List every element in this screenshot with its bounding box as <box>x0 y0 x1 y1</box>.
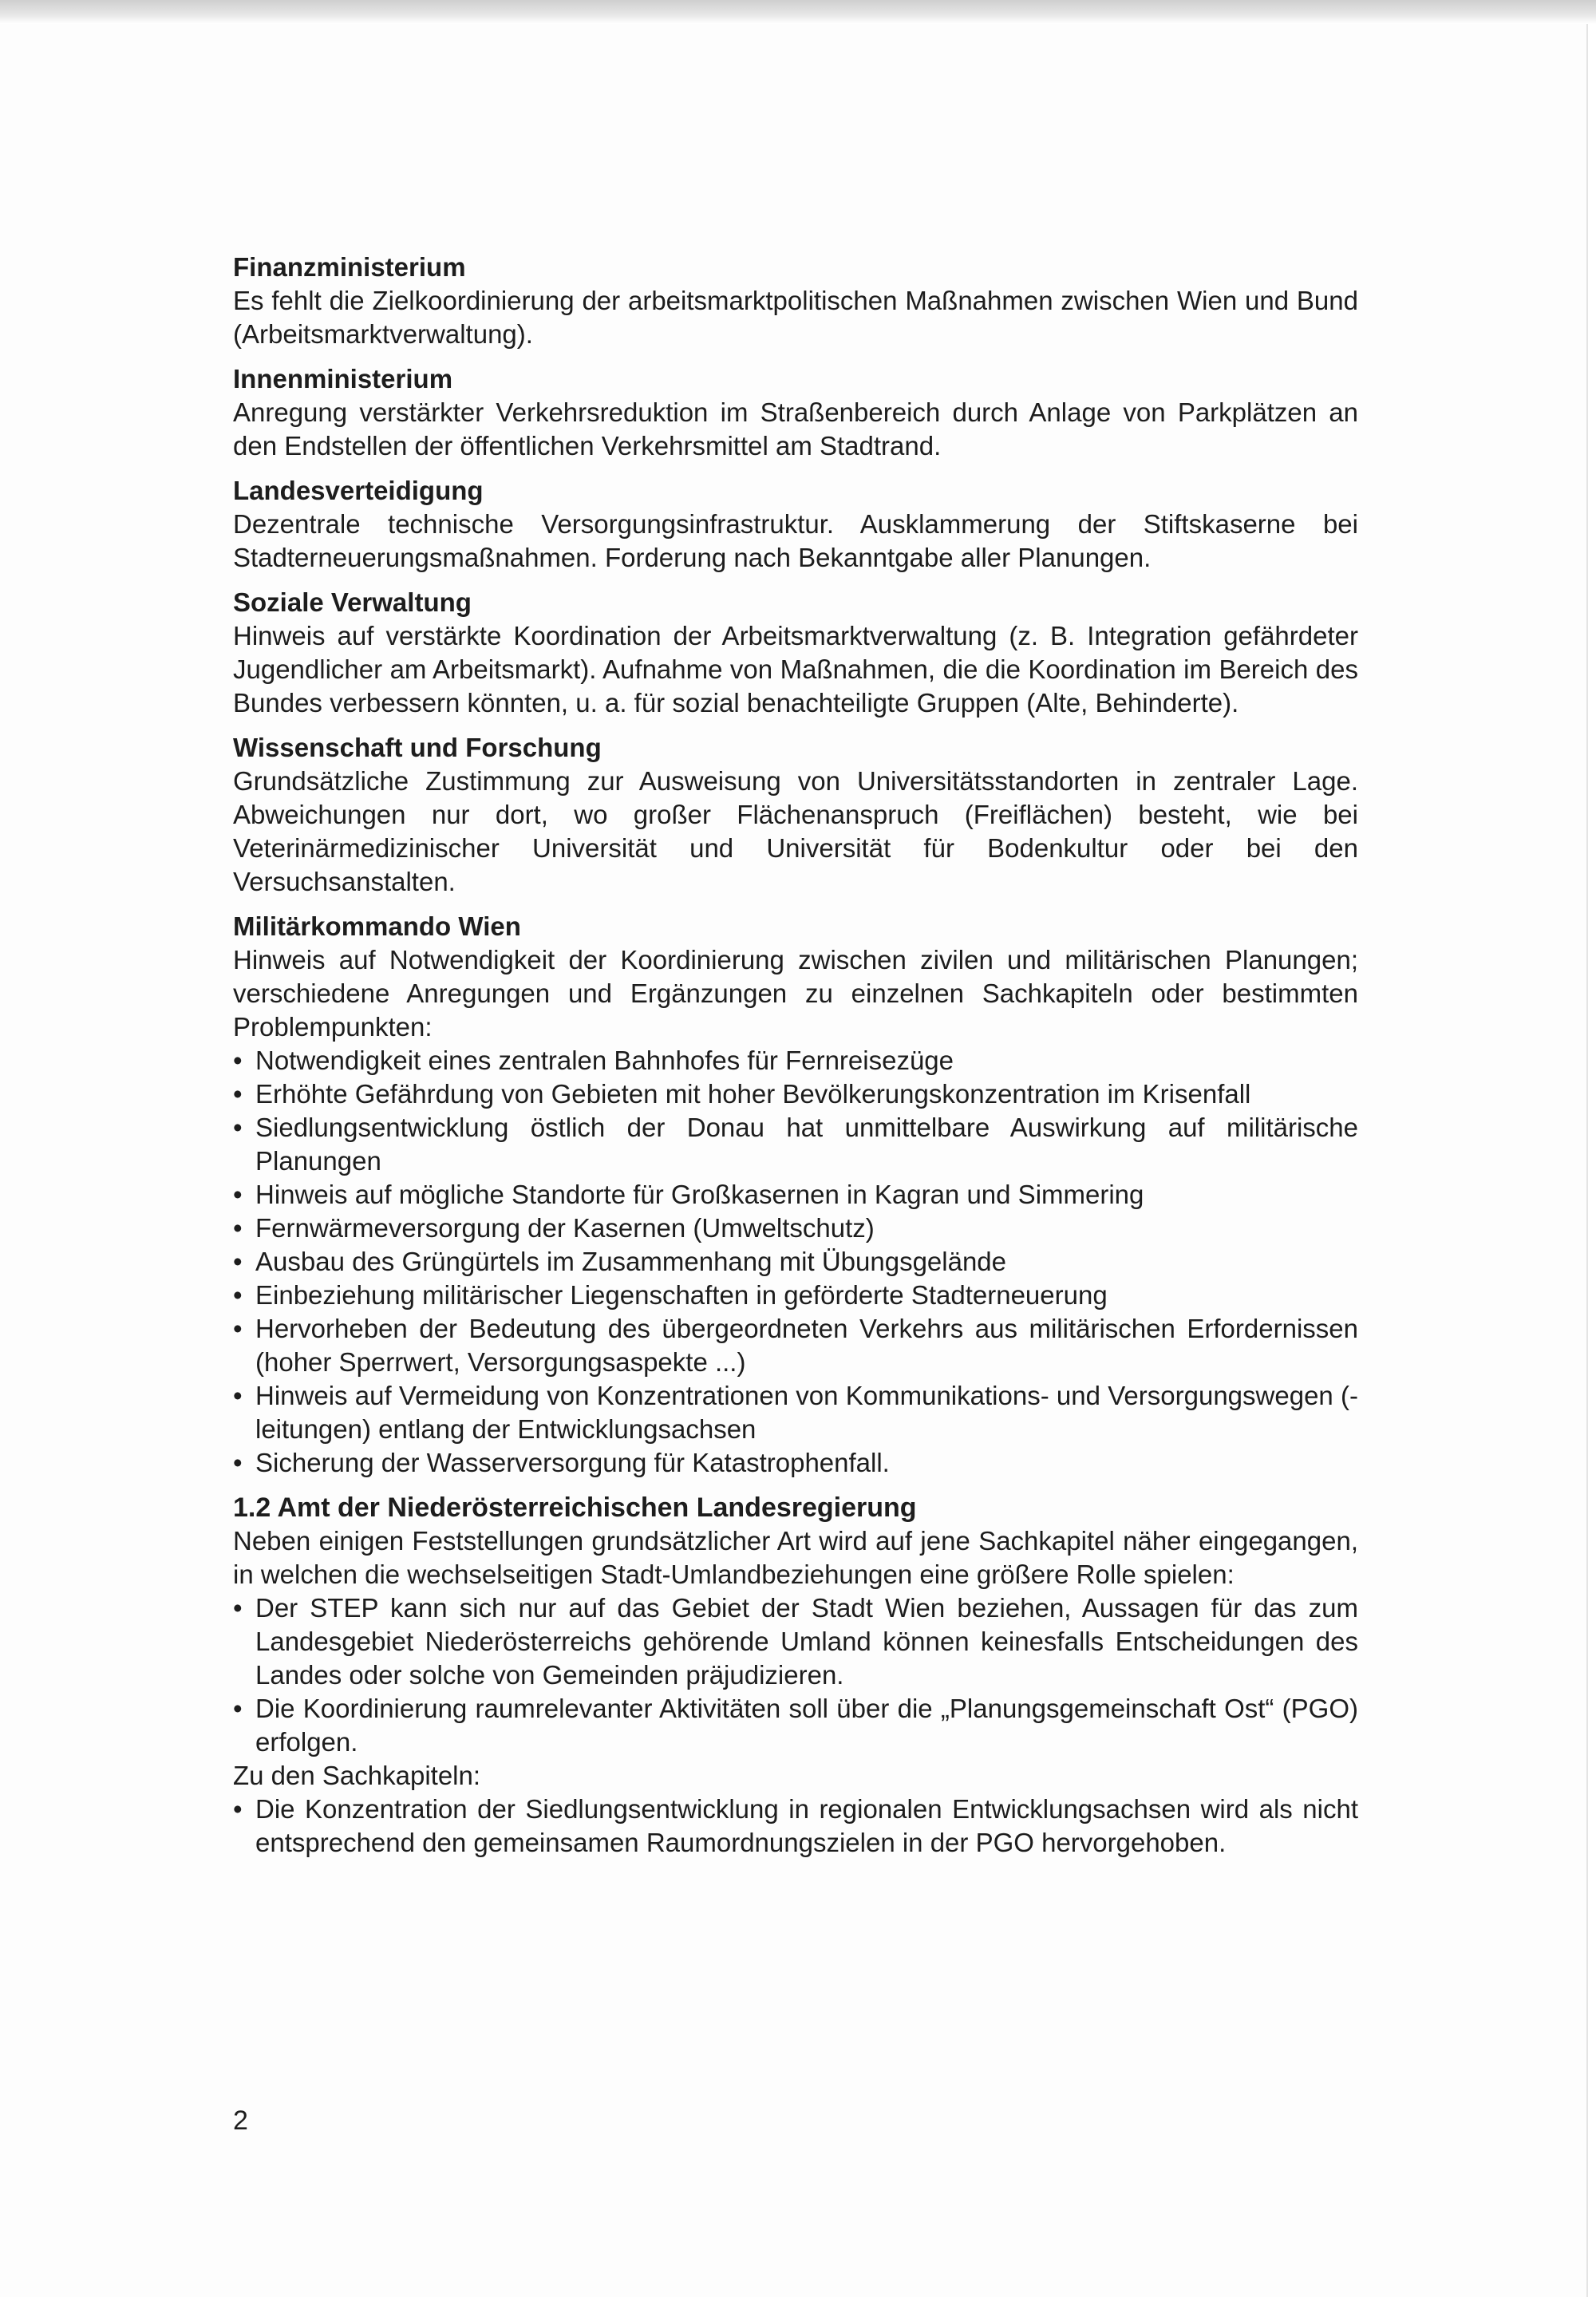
sub-bullet-list <box>233 1793 1358 1860</box>
list-item: • Ausbau des Grüngürtels im Zusammenhang mit Übungsgelände <box>233 1245 1358 1279</box>
list-item: • Die Koordinierung raumrelevanter Aktivitäten soll über die „Planungsgemeinschaft Ost“ (PGO) erfolgen. <box>233 1692 1358 1759</box>
military-bullet-list <box>233 1044 1358 1480</box>
section-finanzministerium <box>233 251 1358 351</box>
list-item: • Erhöhte Gefährdung von Gebieten mit hoher Bevölkerungskonzentration im Krisenfall <box>233 1077 1358 1111</box>
list-item: • Einbeziehung militärischer Liegenschaften in geförderte Stadterneuerung <box>233 1279 1358 1312</box>
section-heading: Militärkommando Wien <box>233 911 521 941</box>
list-item: • Siedlungsentwicklung östlich der Donau hat unmittelbare Auswirkung auf militärische Planungen <box>233 1111 1358 1178</box>
section-wissenschaft-forschung <box>233 731 1358 899</box>
section-text: Hinweis auf verstärkte Koordination der Arbeitsmarktverwaltung (z. B. Integration gefährdeter Jugendlicher am Arbeitsmarkt). Aufnahme von Maßnahmen, die die Koordination im Bereich des Bundes verbessern könnten, u. a. für sozial benachteiligte Gruppen (Alte, Behinderte). <box>233 621 1358 718</box>
section-text: Grundsätzliche Zustimmung zur Ausweisung von Universitätsstandorten in zentraler Lage. Abweichungen nur dort, wo großer Flächenanspruch (Freiflächen) besteht, wie bei Veterinärmedizinischer Universität und Universität für Bodenkultur oder bei den Versuchsanstalten. <box>233 766 1358 896</box>
list-item: • Notwendigkeit eines zentralen Bahnhofes für Fernreisezüge <box>233 1044 1358 1077</box>
section-heading: Innenministerium <box>233 364 453 393</box>
list-item: • Hinweis auf Vermeidung von Konzentrationen von Kommunikations- und Versorgungswegen (-leitungen) entlang der Entwicklungsachsen <box>233 1379 1358 1446</box>
section-text: Anregung verstärkter Verkehrsreduktion im Straßenbereich durch Anlage von Parkplätzen an den Endstellen der öffentlichen Verkehrsmittel am Stadtrand. <box>233 397 1358 461</box>
list-item: • Sicherung der Wasserversorgung für Katastrophenfall. <box>233 1446 1358 1480</box>
section-innenministerium <box>233 362 1358 463</box>
page-number: 2 <box>233 2105 248 2136</box>
chapter-bullet-list <box>233 1591 1358 1759</box>
list-item: • Fernwärmeversorgung der Kasernen (Umweltschutz) <box>233 1212 1358 1245</box>
chapter-heading: 1.2 Amt der Niederösterreichischen Landesregierung <box>233 1492 917 1523</box>
section-soziale-verwaltung <box>233 586 1358 720</box>
list-item: • Der STEP kann sich nur auf das Gebiet der Stadt Wien beziehen, Aussagen für das zum Landesgebiet Niederösterreichs gehörende Umland können keinesfalls Entscheidungen des Landes oder solche von Gemeinden präjudizieren. <box>233 1591 1358 1692</box>
section-landesverteidigung <box>233 474 1358 575</box>
page-content <box>233 251 1358 1860</box>
list-item: • Die Konzentration der Siedlungsentwicklung in regionalen Entwicklungsachsen wird als nicht entsprechend den gemeinsamen Raumordnungszielen in der PGO hervorgehoben. <box>233 1793 1358 1860</box>
list-item: • Hinweis auf mögliche Standorte für Großkasernen in Kagran und Simmering <box>233 1178 1358 1212</box>
section-text: Dezentrale technische Versorgungsinfrastruktur. Ausklammerung der Stiftskaserne bei Stadterneuerungsmaßnahmen. Forderung nach Bekanntgabe aller Planungen. <box>233 509 1358 572</box>
document-page <box>0 24 1588 2297</box>
list-item: • Hervorheben der Bedeutung des übergeordneten Verkehrs aus militärischen Erfordernissen (hoher Sperrwert, Versorgungsaspekte ...) <box>233 1312 1358 1379</box>
section-heading: Finanzministerium <box>233 252 466 282</box>
chapter-intro: Neben einigen Feststellungen grundsätzlicher Art wird auf jene Sachkapitel näher eingegangen, in welchen die wechselseitigen Stadt-Umlandbeziehungen eine größere Rolle spielen: <box>233 1526 1358 1589</box>
section-text: Es fehlt die Zielkoordinierung der arbeitsmarktpolitischen Maßnahmen zwischen Wien und Bund (Arbeitsmarktverwaltung). <box>233 286 1358 349</box>
section-heading: Wissenschaft und Forschung <box>233 733 602 762</box>
scan-edge <box>0 0 1596 24</box>
sub-heading: Zu den Sachkapiteln: <box>233 1761 481 1790</box>
section-heading: Landesverteidigung <box>233 476 484 505</box>
section-heading: Soziale Verwaltung <box>233 587 472 617</box>
section-text: Hinweis auf Notwendigkeit der Koordinierung zwischen zivilen und militärischen Planungen; verschiedene Anregungen und Ergänzungen zu einzelnen Sachkapiteln oder bestimmten Problempunkten: <box>233 945 1358 1042</box>
section-militaerkommando <box>233 910 1358 1480</box>
